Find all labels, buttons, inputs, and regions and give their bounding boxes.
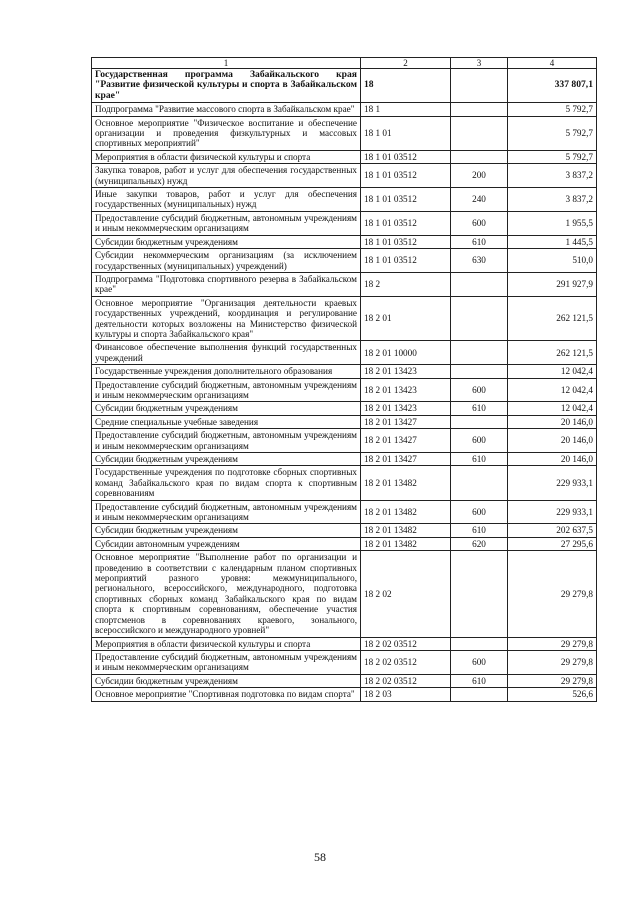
row-amount-cell: 20 146,0 [508,429,597,453]
table-row [92,235,597,248]
table-row [92,296,597,341]
row-amount-cell: 29 279,8 [508,650,597,674]
row-code-cell: 18 2 02 [361,551,451,637]
row-type-cell: 610 [451,235,508,248]
row-code-cell: 18 2 01 13482 [361,466,451,500]
row-type-cell: 610 [451,402,508,415]
row-name-cell: Основное мероприятие "Организация деятельности краевых государственных учреждений, координация и регулирование деятельности которых возложены на Министерство физической культуры и спорта Забайкальского края" [92,296,361,341]
row-amount-cell: 5 792,7 [508,150,597,163]
row-name-cell: Субсидии автономным учреждениям [92,537,361,550]
row-amount-cell: 20 146,0 [508,453,597,466]
row-name-cell: Предоставление субсидий бюджетным, автономным учреждениям и иным некоммерческим организациям [92,378,361,402]
table-row [92,551,597,637]
row-type-cell [451,341,508,365]
table-body [92,69,597,702]
row-amount-cell: 12 042,4 [508,402,597,415]
row-amount-cell: 291 927,9 [508,272,597,296]
row-code-cell: 18 2 01 13427 [361,415,451,428]
row-name-cell: Финансовое обеспечение выполнения функций государственных учреждений [92,341,361,365]
table-row [92,637,597,650]
table-row [92,249,597,273]
row-amount-cell: 5 792,7 [508,116,597,150]
table-row [92,150,597,163]
row-type-cell: 610 [451,524,508,537]
row-code-cell: 18 1 01 03512 [361,235,451,248]
table-header-row [92,58,597,69]
table-row [92,365,597,378]
row-type-cell [451,103,508,116]
row-code-cell: 18 2 02 03512 [361,674,451,687]
table-row [92,341,597,365]
row-code-cell: 18 2 01 13423 [361,365,451,378]
row-name-cell: Субсидии бюджетным учреждениям [92,674,361,687]
table-row [92,211,597,235]
header-col-3: 3 [451,58,508,69]
row-amount-cell: 526,6 [508,688,597,701]
row-amount-cell: 1 445,5 [508,235,597,248]
row-code-cell: 18 2 02 03512 [361,650,451,674]
row-code-cell: 18 2 01 13482 [361,537,451,550]
row-name-cell: Подпрограмма "Развитие массового спорта в Забайкальском крае" [92,103,361,116]
table-row [92,453,597,466]
row-type-cell: 610 [451,674,508,687]
row-name-cell: Субсидии некоммерческим организациям (за исключением государственных (муниципальных) учреждений) [92,249,361,273]
row-name-cell: Основное мероприятие "Выполнение работ по организации и проведению в соответствии с календарным планом спортивных мероприятий разного уровня: межмуниципального, регионального, всероссийского, международного, подготовка спортивных сборных команд Забайкальского края по видам спорта к спортивным соревнованиям, обеспечение участия спортсменов в соревнованиях краевого, зонального, всероссийского и международного уровней" [92,551,361,637]
table-row [92,402,597,415]
row-name-cell: Субсидии бюджетным учреждениям [92,453,361,466]
row-type-cell [451,116,508,150]
row-code-cell: 18 2 01 13482 [361,500,451,524]
row-amount-cell: 229 933,1 [508,466,597,500]
row-name-cell: Государственная программа Забайкальского края "Развитие физической культуры и спорта в Забайкальском крае" [92,69,361,103]
row-name-cell: Предоставление субсидий бюджетным, автономным учреждениям и иным некоммерческим организациям [92,211,361,235]
row-type-cell [451,150,508,163]
row-name-cell: Основное мероприятие "Спортивная подготовка по видам спорта" [92,688,361,701]
row-amount-cell: 29 279,8 [508,637,597,650]
row-amount-cell: 27 295,6 [508,537,597,550]
header-col-1: 1 [92,58,361,69]
row-type-cell [451,551,508,637]
row-name-cell: Предоставление субсидий бюджетным, автономным учреждениям и иным некоммерческим организациям [92,650,361,674]
row-code-cell: 18 2 01 13427 [361,429,451,453]
row-amount-cell: 3 837,2 [508,188,597,212]
row-name-cell: Иные закупки товаров, работ и услуг для обеспечения государственных (муниципальных) нужд [92,188,361,212]
row-name-cell: Средние специальные учебные заведения [92,415,361,428]
budget-table [91,57,597,702]
row-type-cell: 600 [451,500,508,524]
budget-table-sheet [91,57,596,702]
row-code-cell: 18 2 02 03512 [361,637,451,650]
table-row [92,466,597,500]
row-name-cell: Предоставление субсидий бюджетным, автономным учреждениям и иным некоммерческим организациям [92,429,361,453]
row-type-cell: 620 [451,537,508,550]
row-code-cell: 18 [361,69,451,103]
row-type-cell: 240 [451,188,508,212]
row-type-cell: 600 [451,378,508,402]
row-name-cell: Мероприятия в области физической культуры и спорта [92,150,361,163]
table-row [92,415,597,428]
table-row [92,103,597,116]
row-name-cell: Государственные учреждения по подготовке сборных спортивных команд Забайкальского края по видам спорта к спортивным соревнованиям [92,466,361,500]
row-code-cell: 18 1 01 03512 [361,188,451,212]
row-code-cell: 18 2 01 13427 [361,453,451,466]
row-amount-cell: 3 837,2 [508,164,597,188]
row-amount-cell: 229 933,1 [508,500,597,524]
table-row [92,650,597,674]
row-code-cell: 18 2 01 [361,296,451,341]
row-type-cell: 630 [451,249,508,273]
row-amount-cell: 262 121,5 [508,341,597,365]
row-code-cell: 18 1 01 03512 [361,249,451,273]
row-amount-cell: 12 042,4 [508,378,597,402]
row-type-cell: 600 [451,650,508,674]
row-code-cell: 18 2 01 13423 [361,378,451,402]
row-name-cell: Субсидии бюджетным учреждениям [92,524,361,537]
row-code-cell: 18 2 01 13423 [361,402,451,415]
row-code-cell: 18 1 01 03512 [361,150,451,163]
row-type-cell [451,637,508,650]
row-type-cell [451,69,508,103]
row-type-cell: 200 [451,164,508,188]
row-amount-cell: 202 637,5 [508,524,597,537]
row-type-cell: 600 [451,211,508,235]
header-col-2: 2 [361,58,451,69]
table-row [92,688,597,701]
row-code-cell: 18 1 01 03512 [361,164,451,188]
header-col-4: 4 [508,58,597,69]
row-name-cell: Мероприятия в области физической культуры и спорта [92,637,361,650]
row-amount-cell: 12 042,4 [508,365,597,378]
row-amount-cell: 262 121,5 [508,296,597,341]
row-amount-cell: 337 807,1 [508,69,597,103]
table-row [92,429,597,453]
row-amount-cell: 1 955,5 [508,211,597,235]
table-row [92,524,597,537]
table-row [92,378,597,402]
row-name-cell: Основное мероприятие "Физическое воспитание и обеспечение организации и проведения физкультурных и массовых спортивных мероприятий" [92,116,361,150]
table-row [92,272,597,296]
table-row [92,164,597,188]
row-type-cell: 610 [451,453,508,466]
table-row [92,69,597,103]
row-name-cell: Предоставление субсидий бюджетным, автономным учреждениям и иным некоммерческим организациям [92,500,361,524]
row-type-cell [451,688,508,701]
row-amount-cell: 29 279,8 [508,674,597,687]
page-number: 58 [314,850,326,864]
row-type-cell [451,415,508,428]
row-name-cell: Государственные учреждения дополнительного образования [92,365,361,378]
row-code-cell: 18 1 [361,103,451,116]
row-type-cell [451,466,508,500]
row-amount-cell: 29 279,8 [508,551,597,637]
row-code-cell: 18 2 [361,272,451,296]
row-name-cell: Подпрограмма "Подготовка спортивного резерва в Забайкальском крае" [92,272,361,296]
row-name-cell: Субсидии бюджетным учреждениям [92,235,361,248]
row-code-cell: 18 2 03 [361,688,451,701]
row-amount-cell: 5 792,7 [508,103,597,116]
row-code-cell: 18 2 01 10000 [361,341,451,365]
row-type-cell: 600 [451,429,508,453]
table-row [92,674,597,687]
row-name-cell: Закупка товаров, работ и услуг для обеспечения государственных (муниципальных) нужд [92,164,361,188]
table-row [92,500,597,524]
table-row [92,116,597,150]
row-code-cell: 18 1 01 03512 [361,211,451,235]
table-row [92,188,597,212]
table-row [92,537,597,550]
row-type-cell [451,272,508,296]
row-amount-cell: 510,0 [508,249,597,273]
row-type-cell [451,296,508,341]
row-code-cell: 18 2 01 13482 [361,524,451,537]
row-code-cell: 18 1 01 [361,116,451,150]
row-name-cell: Субсидии бюджетным учреждениям [92,402,361,415]
row-amount-cell: 20 146,0 [508,415,597,428]
row-type-cell [451,365,508,378]
